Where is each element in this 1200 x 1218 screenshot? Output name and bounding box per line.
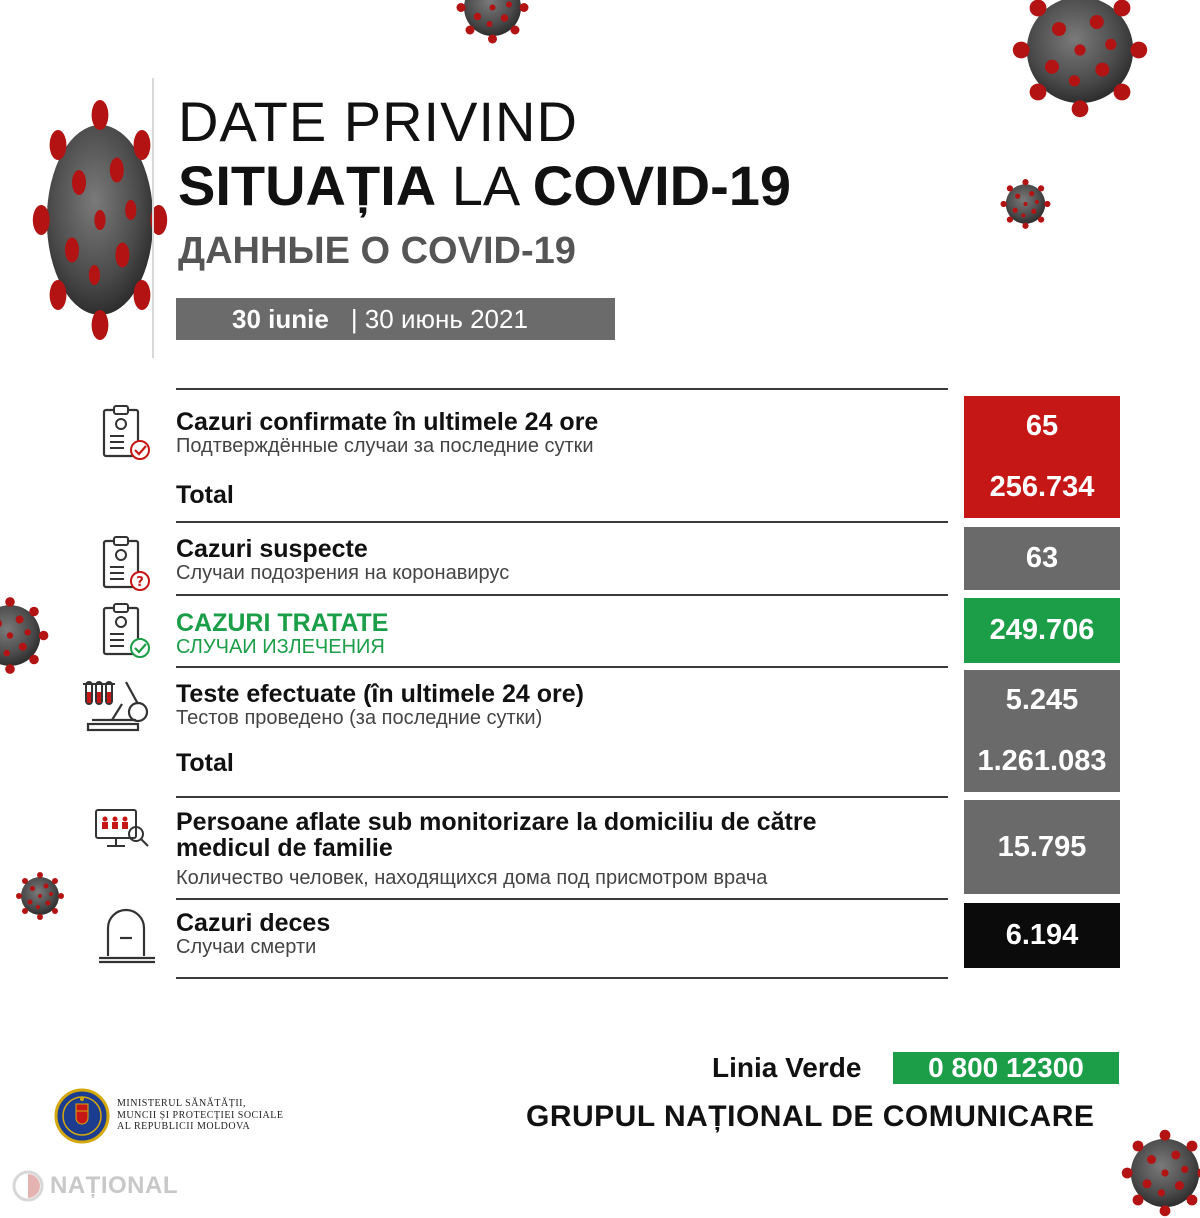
virus-icon (445, 0, 540, 45)
tests-value-box (964, 670, 1120, 792)
test-tubes-microscope-icon (82, 674, 150, 734)
deaths-label (176, 910, 330, 958)
virus-icon (30, 95, 170, 345)
clipboard-question-icon (100, 535, 154, 593)
confirmed-title: Cazuri confirmate în ultimele 24 ore (176, 408, 599, 436)
row-separator (176, 898, 948, 900)
suspect-label (176, 536, 509, 584)
deaths-title: Cazuri deces (176, 909, 331, 937)
treated-label (176, 610, 388, 658)
confirmed-value: 65 (1025, 410, 1059, 442)
date-ro: 30 iunie (232, 303, 329, 334)
hotline-label: Linia Verde (712, 1052, 862, 1083)
suspect-value-box (964, 527, 1120, 590)
tests-total-value: 1.261.083 (977, 745, 1107, 777)
virus-icon (998, 178, 1053, 230)
row-separator (176, 388, 948, 390)
watermark-national: NAȚIONAL (50, 1172, 178, 1199)
monitoring-subtitle: Количество человек, находящихся дома под присмотром врача (176, 866, 768, 889)
divider (152, 78, 154, 358)
deaths-value-box (964, 903, 1120, 968)
confirmed-total-value: 256.734 (989, 471, 1095, 503)
monitoring-label (176, 809, 816, 889)
group-name: GRUPUL NAȚIONAL DE COMUNICARE (526, 1100, 1095, 1133)
tests-value: 5.245 (1005, 684, 1079, 716)
confirmed-value-box (964, 396, 1120, 518)
monitoring-value: 15.795 (997, 830, 1087, 863)
row-separator (176, 521, 948, 523)
hotline-number: 0 800 12300 (893, 1052, 1119, 1084)
monitor-people-search-icon (94, 808, 150, 852)
deaths-value: 6.194 (1005, 919, 1079, 951)
virus-icon (975, 0, 1185, 120)
suspect-subtitle: Случаи подозрения на коронавирус (176, 562, 510, 585)
row-separator (176, 666, 948, 668)
treated-subtitle: СЛУЧАИ ИЗЛЕЧЕНИЯ (176, 636, 385, 659)
confirmed-label (176, 409, 598, 457)
title-line1: DATE PRIVIND (178, 90, 578, 153)
tombstone-icon (98, 906, 156, 964)
national-logo-icon (12, 1170, 44, 1202)
suspect-title: Cazuri suspecte (176, 535, 368, 563)
suspect-value: 63 (1025, 542, 1059, 574)
tests-total-label: Total (176, 749, 234, 777)
title-russian: ДАННЫЕ О COVID-19 (178, 230, 576, 272)
monitoring-value-box (964, 800, 1120, 894)
date-ru: | 30 июнь 2021 (350, 303, 528, 334)
row-separator (176, 977, 948, 979)
ministry-name: MINISTERUL SĂNĂTĂȚII, MUNCII ȘI PROTECȚIEI SOCIALE AL REPUBLICII MOLDOVA (117, 1098, 284, 1132)
date-bar (176, 298, 615, 340)
monitoring-title-line2: medicul de familie (176, 834, 393, 863)
row-separator (176, 594, 948, 596)
row-separator (176, 796, 948, 798)
treated-value-box (964, 598, 1120, 663)
treated-title: CAZURI TRATATE (176, 609, 389, 637)
coat-of-arms-icon (54, 1086, 110, 1146)
virus-icon (0, 578, 50, 693)
tests-title: Teste efectuate (în ultimele 24 ore) (176, 680, 584, 708)
clipboard-check-icon (100, 404, 154, 462)
deaths-subtitle: Случаи смерти (176, 936, 317, 959)
tests-subtitle: Тестов проведено (за последние сутки) (176, 707, 543, 730)
tests-label (176, 681, 584, 729)
confirmed-subtitle: Подтверждённые случаи за последние сутки (176, 435, 594, 458)
monitoring-title-line1: Persoane aflate sub monitorizare la domiciliu de către (176, 808, 817, 836)
virus-icon (15, 870, 65, 922)
confirmed-total-label: Total (176, 481, 234, 509)
svg-text:?: ? (136, 575, 144, 590)
title-line2: SITUAȚIA LA COVID-19 (178, 154, 792, 217)
treated-value: 249.706 (989, 614, 1095, 646)
clipboard-check-icon (100, 602, 154, 660)
